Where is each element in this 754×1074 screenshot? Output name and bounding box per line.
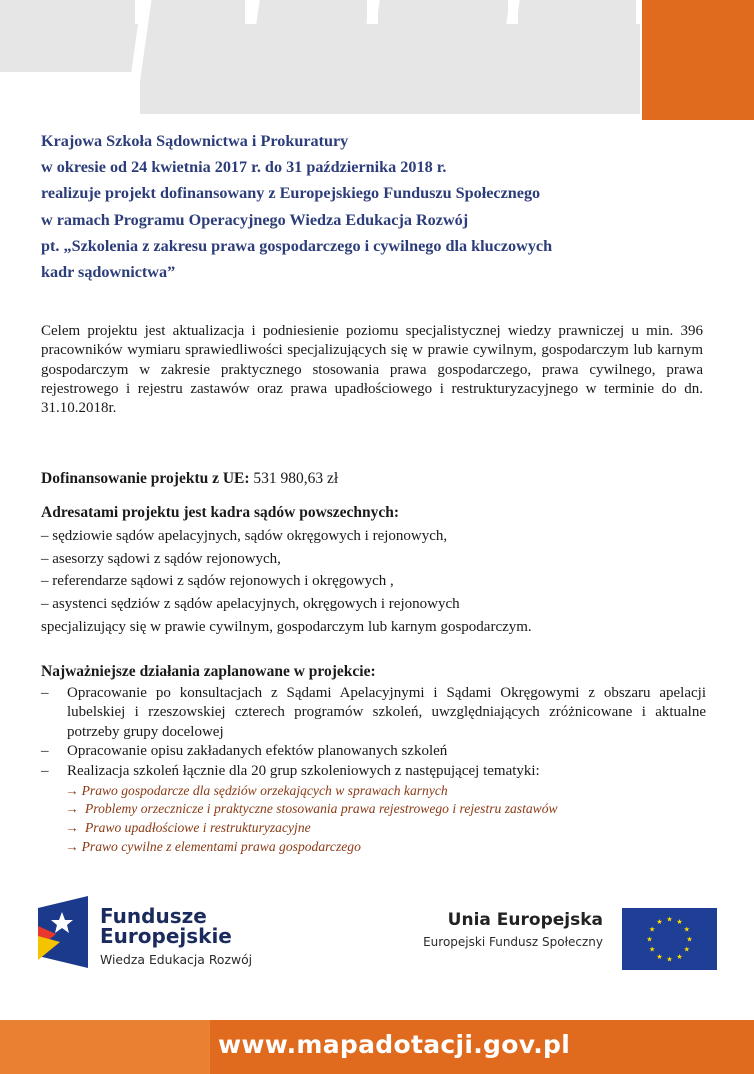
footer-bar (0, 1020, 754, 1074)
logos-row (0, 888, 754, 988)
footer-accent (0, 1020, 210, 1074)
eu-star-icon: ★ (676, 952, 683, 961)
fundusze-europejskie-text (100, 906, 252, 967)
training-topic (41, 800, 706, 819)
decor-bar (145, 0, 245, 24)
project-heading (41, 128, 721, 285)
activity-dash: – (41, 684, 49, 701)
topic-text: Prawo gospodarcze dla sędziów orzekających w sprawach karnych (81, 782, 448, 798)
heading-line: w ramach Programu Operacyjnego Wiedza Edukacja Rozwój (41, 210, 469, 229)
topic-text: Problemy orzecznicze i praktyczne stosowania prawa rejestrowego i rejestru zastawów (85, 801, 558, 817)
project-goal-paragraph: Celem projektu jest aktualizacja i podniesienie poziomu specjalistycznej wiedzy prawniczej u min. 396 pracowników wymiaru sprawiedliwości specjalizujących się w prawie cywilnym, gospodarczym lub karnym gospodarczym w zakresie praktycznego stosowania prawa gospodarczego, prawa cywilnego, prawa rejestrowego i rejestru zastawów oraz prawa upadłościowego i restrukturyzacyjnego w terminie do dn. 31.10.2018r. (41, 323, 703, 417)
fe-line2: Europejskie (100, 924, 232, 948)
activities-section (41, 662, 706, 857)
heading-line: pt. „Szkolenia z zakresu prawa gospodarczego i cywilnego dla kluczowych (41, 236, 553, 255)
addressees-note: specjalizujący się w prawie cywilnym, gospodarczym lub karnym gospodarczym. (41, 618, 532, 635)
fe-line1: Fundusze (100, 904, 207, 928)
activity-item (41, 684, 706, 743)
eu-star-icon: ★ (683, 945, 690, 954)
addressees-section (41, 502, 721, 639)
heading-line: kadr sądownictwa” (41, 263, 176, 282)
eu-star-icon: ★ (676, 918, 683, 927)
heading-line: realizuje projekt dofinansowany z Europejskiego Funduszu Społecznego (41, 184, 541, 203)
eu-flag-icon (622, 908, 717, 970)
heading-line: Krajowa Szkoła Sądownictwa i Prokuratury (41, 132, 349, 150)
eu-name: Unia Europejska (447, 910, 603, 930)
addressee-item: – asesorzy sądowi z sądów rejonowych, (41, 550, 281, 567)
addressee-item: – asystenci sędziów z sądów apelacyjnych, okręgowych i rejonowych (41, 596, 460, 613)
activity-text: Realizacja szkoleń łącznie dla 20 grup szkoleniowych z następującej tematyki: (67, 762, 540, 779)
activity-text: Opracowanie opisu zakładanych efektów planowanych szkoleń (67, 743, 448, 760)
arrow-right-icon: → (65, 782, 79, 798)
activity-dash: – (41, 743, 49, 760)
topic-text: Prawo cywilne z elementami prawa gospodarczego (81, 838, 361, 854)
decor-bar (0, 0, 135, 24)
activity-dash: – (41, 762, 49, 779)
decor-bar (255, 0, 367, 24)
eu-star-icon: ★ (686, 935, 693, 944)
funding-label: Dofinansowanie projektu z UE: (41, 470, 250, 487)
activities-title: Najważniejsze działania zaplanowane w projekcie: (41, 663, 376, 680)
eu-star-icon: ★ (656, 952, 663, 961)
eu-star-icon: ★ (646, 935, 653, 944)
footer-url[interactable]: www.mapadotacji.gov.pl (218, 1030, 571, 1059)
funding-value: 531 980,63 zł (249, 470, 339, 487)
decor-bar (0, 24, 640, 72)
fe-program: Wiedza Edukacja Rozwój (100, 952, 253, 967)
training-topic (41, 838, 706, 857)
training-topic (41, 782, 706, 801)
decor-bar (378, 0, 508, 24)
decor-bar (140, 72, 640, 114)
funding-line (41, 470, 338, 488)
eu-fund: Europejski Fundusz Społeczny (423, 935, 603, 949)
eu-star-icon: ★ (649, 945, 656, 954)
addressee-item: – referendarze sądowi z sądów rejonowych i okręgowych , (41, 573, 394, 590)
top-decoration (0, 0, 754, 120)
fundusze-europejskie-logo-icon (38, 896, 88, 968)
training-topic (41, 819, 706, 838)
eu-star-icon: ★ (666, 915, 673, 924)
arrow-right-icon: → (65, 801, 79, 817)
eu-star-icon: ★ (649, 925, 656, 934)
addressees-title: Adresatami projektu jest kadra sądów powszechnych: (41, 504, 400, 521)
eu-star-icon: ★ (666, 955, 673, 964)
topic-text: Prawo upadłościowe i restrukturyzacyjne (85, 820, 311, 836)
activity-item (41, 742, 706, 762)
arrow-right-icon: → (65, 838, 79, 854)
eu-text (403, 910, 603, 949)
eu-star-icon: ★ (683, 925, 690, 934)
heading-line: w okresie od 24 kwietnia 2017 r. do 31 października 2018 r. (41, 158, 447, 177)
activity-text: Opracowanie po konsultacjach z Sądami Apelacyjnymi i Sądami Okręgowymi z obszaru apelacji lubelskiej i rzeszowskiej czterech programów szkoleń, uwzględniających zróżnicowane i aktualne potrzeby grupy docelowej (67, 684, 706, 740)
eu-star-icon: ★ (656, 918, 663, 927)
decor-bar (518, 0, 636, 24)
orange-corner-accent (642, 0, 694, 120)
addressee-item: – sędziowie sądów apelacyjnych, sądów okręgowych i rejonowych, (41, 527, 448, 544)
arrow-right-icon: → (65, 820, 79, 836)
activity-item (41, 762, 706, 782)
